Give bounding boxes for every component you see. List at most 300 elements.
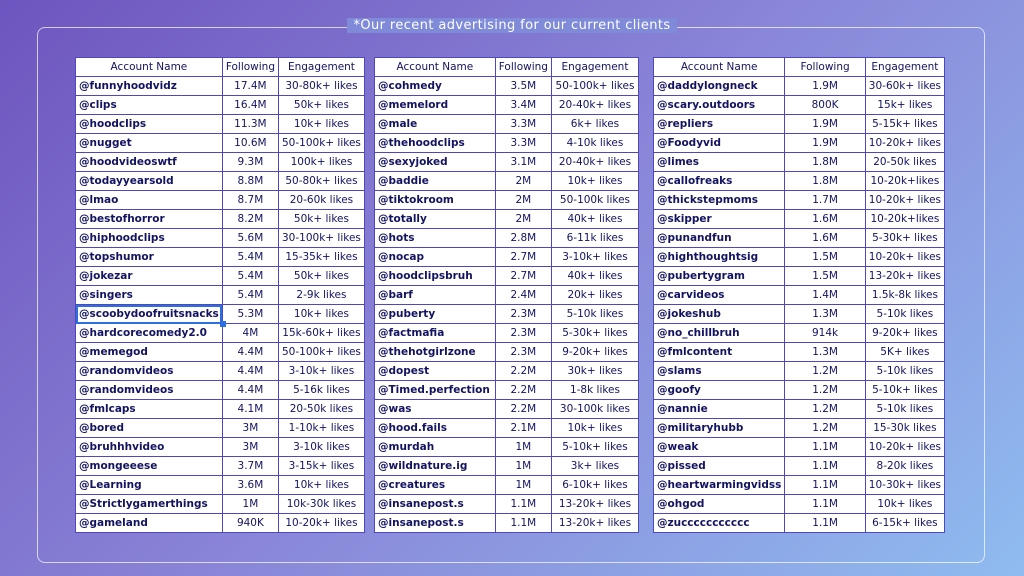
engagement-cell[interactable]: 20-40k+ likes xyxy=(551,153,638,172)
engagement-cell[interactable]: 10-20k+ likes xyxy=(865,248,944,267)
accounts-table-3 xyxy=(653,57,945,533)
following-cell[interactable]: 3.4M xyxy=(495,96,551,115)
account-name-cell[interactable]: @Foodyvid xyxy=(654,134,785,153)
account-name-cell[interactable]: @thehotgirlzone xyxy=(375,343,496,362)
account-name-cell[interactable]: @goofy xyxy=(654,381,785,400)
table-row xyxy=(76,229,365,248)
engagement-cell[interactable]: 50k+ likes xyxy=(279,210,365,229)
account-name-cell[interactable]: @repliers xyxy=(654,115,785,134)
engagement-cell[interactable]: 20-40k+ likes xyxy=(551,96,638,115)
account-name-cell[interactable]: @skipper xyxy=(654,210,785,229)
following-cell[interactable]: 1M xyxy=(495,438,551,457)
engagement-cell[interactable]: 50k+ likes xyxy=(279,267,365,286)
account-name-cell[interactable]: @barf xyxy=(375,286,496,305)
following-cell[interactable]: 4.4M xyxy=(222,381,278,400)
table-row xyxy=(654,419,945,438)
following-cell[interactable]: 2M xyxy=(495,172,551,191)
engagement-cell[interactable]: 10k-30k likes xyxy=(279,495,365,514)
engagement-cell[interactable]: 3-10k+ likes xyxy=(551,248,638,267)
account-name-cell[interactable]: @bestofhorror xyxy=(76,210,223,229)
account-name-cell[interactable]: @weak xyxy=(654,438,785,457)
engagement-cell[interactable]: 2-9k likes xyxy=(279,286,365,305)
account-name-cell[interactable]: @hoodclips xyxy=(76,115,223,134)
following-cell[interactable]: 1.1M xyxy=(785,457,865,476)
following-cell[interactable]: 1.2M xyxy=(785,362,865,381)
account-name-cell[interactable]: @totally xyxy=(375,210,496,229)
account-name-cell[interactable]: @thehoodclips xyxy=(375,134,496,153)
engagement-cell[interactable]: 40k+ likes xyxy=(551,210,638,229)
following-cell[interactable]: 1M xyxy=(495,476,551,495)
engagement-cell[interactable]: 3-10k likes xyxy=(279,438,365,457)
engagement-cell[interactable]: 13-20k+ likes xyxy=(865,267,944,286)
account-name-cell[interactable]: @jokeshub xyxy=(654,305,785,324)
following-cell[interactable]: 2.7M xyxy=(495,267,551,286)
following-cell[interactable]: 3.7M xyxy=(222,457,278,476)
account-name-cell[interactable]: @Learning xyxy=(76,476,223,495)
following-cell[interactable]: 1M xyxy=(222,495,278,514)
engagement-cell[interactable]: 5-30k+ likes xyxy=(865,229,944,248)
following-cell[interactable]: 3.3M xyxy=(495,134,551,153)
account-name-cell[interactable]: @jokezar xyxy=(76,267,223,286)
following-cell[interactable]: 4.1M xyxy=(222,400,278,419)
table-row xyxy=(76,191,365,210)
following-cell[interactable]: 2.2M xyxy=(495,362,551,381)
table-row xyxy=(654,286,945,305)
following-cell[interactable]: 3.5M xyxy=(495,77,551,96)
account-name-cell[interactable]: @factmafia xyxy=(375,324,496,343)
engagement-cell[interactable]: 10k+ likes xyxy=(865,495,944,514)
account-name-cell[interactable]: @gameland xyxy=(76,514,223,533)
table-row xyxy=(76,400,365,419)
table-row xyxy=(375,96,639,115)
following-cell[interactable]: 1.1M xyxy=(785,514,865,533)
table-row xyxy=(654,476,945,495)
following-cell[interactable]: 16.4M xyxy=(222,96,278,115)
engagement-cell[interactable]: 5-10k likes xyxy=(865,362,944,381)
table-row xyxy=(375,229,639,248)
following-cell[interactable]: 940K xyxy=(222,514,278,533)
account-name-cell[interactable]: @fmlcaps xyxy=(76,400,223,419)
engagement-cell[interactable]: 10-20k+ likes xyxy=(865,134,944,153)
table-row xyxy=(654,362,945,381)
table-row xyxy=(375,419,639,438)
account-name-cell[interactable]: @daddylongneck xyxy=(654,77,785,96)
following-cell[interactable]: 1.1M xyxy=(495,495,551,514)
following-cell[interactable]: 1.3M xyxy=(785,343,865,362)
account-name-cell[interactable]: @hots xyxy=(375,229,496,248)
following-cell[interactable]: 8.7M xyxy=(222,191,278,210)
account-name-cell[interactable]: @randomvideos xyxy=(76,362,223,381)
engagement-cell[interactable]: 5K+ likes xyxy=(865,343,944,362)
account-name-cell[interactable]: @topshumor xyxy=(76,248,223,267)
engagement-cell[interactable]: 10k+ likes xyxy=(279,305,365,324)
following-cell[interactable]: 1.8M xyxy=(785,172,865,191)
table-row xyxy=(375,191,639,210)
engagement-cell[interactable]: 10k+ likes xyxy=(551,419,638,438)
following-cell[interactable]: 914k xyxy=(785,324,865,343)
engagement-cell[interactable]: 50-100k+ likes xyxy=(279,134,365,153)
account-name-cell[interactable]: @scary.outdoors xyxy=(654,96,785,115)
engagement-cell[interactable]: 15k+ likes xyxy=(865,96,944,115)
engagement-cell[interactable]: 20k+ likes xyxy=(551,286,638,305)
table-row xyxy=(654,343,945,362)
account-name-cell[interactable]: @carvideos xyxy=(654,286,785,305)
table-row xyxy=(654,115,945,134)
following-cell[interactable]: 1.2M xyxy=(785,381,865,400)
engagement-cell[interactable]: 1.5k-8k likes xyxy=(865,286,944,305)
account-name-cell[interactable]: @fmlcontent xyxy=(654,343,785,362)
following-cell[interactable]: 2.8M xyxy=(495,229,551,248)
account-name-cell[interactable]: @memelord xyxy=(375,96,496,115)
table-row xyxy=(76,476,365,495)
table-row xyxy=(76,172,365,191)
following-cell[interactable]: 1.5M xyxy=(785,267,865,286)
following-cell[interactable]: 11.3M xyxy=(222,115,278,134)
following-cell[interactable]: 800K xyxy=(785,96,865,115)
table-row xyxy=(76,438,365,457)
engagement-cell[interactable]: 8-20k likes xyxy=(865,457,944,476)
following-cell[interactable]: 1.6M xyxy=(785,229,865,248)
engagement-cell[interactable]: 3-10k+ likes xyxy=(279,362,365,381)
engagement-cell[interactable]: 30-100k+ likes xyxy=(279,229,365,248)
table-row xyxy=(375,476,639,495)
table-row xyxy=(76,248,365,267)
table-row xyxy=(654,77,945,96)
following-cell[interactable]: 5.3M xyxy=(222,305,278,324)
engagement-cell[interactable]: 5-10k likes xyxy=(865,305,944,324)
header-engagement: Engagement xyxy=(279,58,365,77)
table-row xyxy=(76,419,365,438)
engagement-cell[interactable]: 15k-60k+ likes xyxy=(279,324,365,343)
engagement-cell[interactable]: 10k+ likes xyxy=(551,172,638,191)
table-row xyxy=(76,495,365,514)
account-name-cell[interactable]: @highthoughtsig xyxy=(654,248,785,267)
table-row xyxy=(375,343,639,362)
engagement-cell[interactable]: 3k+ likes xyxy=(551,457,638,476)
engagement-cell[interactable]: 20-50k likes xyxy=(865,153,944,172)
engagement-cell[interactable]: 15-35k+ likes xyxy=(279,248,365,267)
account-name-cell[interactable]: @was xyxy=(375,400,496,419)
account-name-cell[interactable]: @insanepost.s xyxy=(375,514,496,533)
account-name-cell[interactable]: @wildnature.ig xyxy=(375,457,496,476)
table-row xyxy=(76,115,365,134)
account-name-cell[interactable]: @militaryhubb xyxy=(654,419,785,438)
following-cell[interactable]: 2.2M xyxy=(495,381,551,400)
engagement-cell[interactable]: 6-11k likes xyxy=(551,229,638,248)
engagement-cell[interactable]: 30k+ likes xyxy=(551,362,638,381)
engagement-cell[interactable]: 3-15k+ likes xyxy=(279,457,365,476)
header-account-name: Account Name xyxy=(654,58,785,77)
table-row xyxy=(375,324,639,343)
accounts-table-2 xyxy=(374,57,639,533)
table-row xyxy=(654,96,945,115)
page-caption: *Our recent advertising for our current clients xyxy=(0,18,1024,33)
engagement-cell[interactable]: 10-20k+ likes xyxy=(279,514,365,533)
engagement-cell[interactable]: 10-20k+ likes xyxy=(865,191,944,210)
table-row xyxy=(375,362,639,381)
account-name-cell[interactable]: @singers xyxy=(76,286,223,305)
following-cell[interactable]: 2M xyxy=(495,210,551,229)
engagement-cell[interactable]: 5-30k+ likes xyxy=(551,324,638,343)
account-name-cell[interactable]: @limes xyxy=(654,153,785,172)
following-cell[interactable]: 1.5M xyxy=(785,248,865,267)
account-name-cell[interactable]: @scoobydoofruitsnacks xyxy=(76,305,223,324)
engagement-cell[interactable]: 6-15k+ likes xyxy=(865,514,944,533)
account-name-cell[interactable]: @insanepost.s xyxy=(375,495,496,514)
header-engagement: Engagement xyxy=(865,58,944,77)
account-name-cell[interactable]: @pissed xyxy=(654,457,785,476)
table-row xyxy=(375,381,639,400)
engagement-cell[interactable]: 30-60k+ likes xyxy=(865,77,944,96)
engagement-cell[interactable]: 1-8k likes xyxy=(551,381,638,400)
account-name-cell[interactable]: @puberty xyxy=(375,305,496,324)
table-row xyxy=(375,457,639,476)
account-name-cell[interactable]: @randomvideos xyxy=(76,381,223,400)
following-cell[interactable]: 1.2M xyxy=(785,400,865,419)
account-name-cell[interactable]: @callofreaks xyxy=(654,172,785,191)
following-cell[interactable]: 17.4M xyxy=(222,77,278,96)
table-row xyxy=(76,381,365,400)
header-following: Following xyxy=(222,58,278,77)
following-cell[interactable]: 1.7M xyxy=(785,191,865,210)
engagement-cell[interactable]: 15-30k likes xyxy=(865,419,944,438)
table-row xyxy=(76,153,365,172)
table-row xyxy=(76,343,365,362)
account-name-cell[interactable]: @clips xyxy=(76,96,223,115)
header-account-name: Account Name xyxy=(375,58,496,77)
account-name-cell[interactable]: @todayyearsold xyxy=(76,172,223,191)
table-row xyxy=(654,305,945,324)
table-row xyxy=(76,267,365,286)
following-cell[interactable]: 2M xyxy=(495,191,551,210)
table-row xyxy=(654,153,945,172)
table-row xyxy=(654,514,945,533)
following-cell[interactable]: 2.1M xyxy=(495,419,551,438)
engagement-cell[interactable]: 20-60k likes xyxy=(279,191,365,210)
following-cell[interactable]: 4.4M xyxy=(222,362,278,381)
table-row xyxy=(654,191,945,210)
engagement-cell[interactable]: 13-20k+ likes xyxy=(551,514,638,533)
table-row xyxy=(654,457,945,476)
engagement-cell[interactable]: 6-10k+ likes xyxy=(551,476,638,495)
account-name-cell[interactable]: @Strictlygamerthings xyxy=(76,495,223,514)
table-row xyxy=(375,267,639,286)
table-row xyxy=(76,514,365,533)
table-row xyxy=(654,267,945,286)
accounts-table-1 xyxy=(75,57,365,533)
table-row xyxy=(375,495,639,514)
table-row xyxy=(375,172,639,191)
table-row xyxy=(654,400,945,419)
engagement-cell[interactable]: 10-20k+likes xyxy=(865,210,944,229)
following-cell[interactable]: 1.1M xyxy=(785,495,865,514)
engagement-cell[interactable]: 13-20k+ likes xyxy=(551,495,638,514)
engagement-cell[interactable]: 20-50k likes xyxy=(279,400,365,419)
account-name-cell[interactable]: @cohmedy xyxy=(375,77,496,96)
table-row xyxy=(76,96,365,115)
following-cell[interactable]: 1.3M xyxy=(785,305,865,324)
engagement-cell[interactable]: 5-10k likes xyxy=(551,305,638,324)
account-name-cell[interactable]: @hoodvideoswtf xyxy=(76,153,223,172)
engagement-cell[interactable]: 30-80k+ likes xyxy=(279,77,365,96)
engagement-cell[interactable]: 10-20k+ likes xyxy=(865,438,944,457)
following-cell[interactable]: 2.4M xyxy=(495,286,551,305)
engagement-cell[interactable]: 40k+ likes xyxy=(551,267,638,286)
engagement-cell[interactable]: 9-20k+ likes xyxy=(865,324,944,343)
following-cell[interactable]: 1.9M xyxy=(785,115,865,134)
account-name-cell[interactable]: @pubertygram xyxy=(654,267,785,286)
account-name-cell[interactable]: @no_chillbruh xyxy=(654,324,785,343)
following-cell[interactable]: 3M xyxy=(222,419,278,438)
following-cell[interactable]: 1.4M xyxy=(785,286,865,305)
table-row xyxy=(76,457,365,476)
account-name-cell[interactable]: @zuccccccccccc xyxy=(654,514,785,533)
account-name-cell[interactable]: @Timed.perfection xyxy=(375,381,496,400)
account-name-cell[interactable]: @slams xyxy=(654,362,785,381)
table-row xyxy=(654,248,945,267)
account-name-cell[interactable]: @tiktokroom xyxy=(375,191,496,210)
following-cell[interactable]: 4M xyxy=(222,324,278,343)
engagement-cell[interactable]: 10-20k+likes xyxy=(865,172,944,191)
table-row xyxy=(375,514,639,533)
following-cell[interactable]: 8.8M xyxy=(222,172,278,191)
table-row xyxy=(375,438,639,457)
engagement-cell[interactable]: 100k+ likes xyxy=(279,153,365,172)
engagement-cell[interactable]: 50-80k+ likes xyxy=(279,172,365,191)
table-row xyxy=(375,115,639,134)
following-cell[interactable]: 3.6M xyxy=(222,476,278,495)
account-name-cell[interactable]: @sexyjoked xyxy=(375,153,496,172)
engagement-cell[interactable]: 50-100k+ likes xyxy=(551,77,638,96)
engagement-cell[interactable]: 10k+ likes xyxy=(279,476,365,495)
account-name-cell[interactable]: @nugget xyxy=(76,134,223,153)
following-cell[interactable]: 2.7M xyxy=(495,248,551,267)
account-name-cell[interactable]: @murdah xyxy=(375,438,496,457)
following-cell[interactable]: 1.8M xyxy=(785,153,865,172)
table-row xyxy=(76,134,365,153)
table-row xyxy=(375,286,639,305)
following-cell[interactable]: 3.1M xyxy=(495,153,551,172)
engagement-cell[interactable]: 5-15k+ likes xyxy=(865,115,944,134)
account-name-cell[interactable]: @funnyhoodvidz xyxy=(76,77,223,96)
table-row xyxy=(654,172,945,191)
following-cell[interactable]: 5.6M xyxy=(222,229,278,248)
following-cell[interactable]: 2.3M xyxy=(495,343,551,362)
engagement-cell[interactable]: 5-16k likes xyxy=(279,381,365,400)
account-name-cell[interactable]: @bruhhhvideo xyxy=(76,438,223,457)
engagement-cell[interactable]: 1-10k+ likes xyxy=(279,419,365,438)
following-cell[interactable]: 1.1M xyxy=(495,514,551,533)
following-cell[interactable]: 1.6M xyxy=(785,210,865,229)
engagement-cell[interactable]: 50-100k+ likes xyxy=(279,343,365,362)
account-name-cell[interactable]: @memegod xyxy=(76,343,223,362)
table-row xyxy=(654,495,945,514)
account-name-cell[interactable]: @mongeeese xyxy=(76,457,223,476)
following-cell[interactable]: 2.2M xyxy=(495,400,551,419)
engagement-cell[interactable]: 5-10k+ likes xyxy=(551,438,638,457)
table-row xyxy=(375,248,639,267)
account-name-cell[interactable]: @male xyxy=(375,115,496,134)
following-cell[interactable]: 2.3M xyxy=(495,324,551,343)
table-row xyxy=(76,210,365,229)
engagement-cell[interactable]: 10-30k+ likes xyxy=(865,476,944,495)
account-name-cell[interactable]: @creatures xyxy=(375,476,496,495)
account-name-cell[interactable]: @lmao xyxy=(76,191,223,210)
table-row xyxy=(654,381,945,400)
table-row xyxy=(76,305,365,324)
account-name-cell[interactable]: @punandfun xyxy=(654,229,785,248)
table-row xyxy=(375,77,639,96)
engagement-cell[interactable]: 10k+ likes xyxy=(279,115,365,134)
account-name-cell[interactable]: @hood.fails xyxy=(375,419,496,438)
account-name-cell[interactable]: @thickstepmoms xyxy=(654,191,785,210)
engagement-cell[interactable]: 50-100k likes xyxy=(551,191,638,210)
header-following: Following xyxy=(785,58,865,77)
header-following: Following xyxy=(495,58,551,77)
following-cell[interactable]: 1.2M xyxy=(785,419,865,438)
account-name-cell[interactable]: @nannie xyxy=(654,400,785,419)
following-cell[interactable]: 8.2M xyxy=(222,210,278,229)
table-row xyxy=(654,210,945,229)
account-name-cell[interactable]: @nocap xyxy=(375,248,496,267)
table-row xyxy=(375,153,639,172)
table-row xyxy=(76,286,365,305)
table-row xyxy=(76,362,365,381)
account-name-cell[interactable]: @baddie xyxy=(375,172,496,191)
following-cell[interactable]: 10.6M xyxy=(222,134,278,153)
account-name-cell[interactable]: @hardcorecomedy2.0 xyxy=(76,324,223,343)
following-cell[interactable]: 1.9M xyxy=(785,77,865,96)
engagement-cell[interactable]: 5-10k likes xyxy=(865,400,944,419)
engagement-cell[interactable]: 50k+ likes xyxy=(279,96,365,115)
table-row xyxy=(654,438,945,457)
table-row xyxy=(654,229,945,248)
account-name-cell[interactable]: @hiphoodclips xyxy=(76,229,223,248)
following-cell[interactable]: 1.1M xyxy=(785,438,865,457)
engagement-cell[interactable]: 4-10k likes xyxy=(551,134,638,153)
table-row xyxy=(375,134,639,153)
table-row xyxy=(375,210,639,229)
table-row xyxy=(654,134,945,153)
header-account-name: Account Name xyxy=(76,58,223,77)
engagement-cell[interactable]: 9-20k+ likes xyxy=(551,343,638,362)
engagement-cell[interactable]: 6k+ likes xyxy=(551,115,638,134)
following-cell[interactable]: 9.3M xyxy=(222,153,278,172)
following-cell[interactable]: 1.1M xyxy=(785,476,865,495)
following-cell[interactable]: 3M xyxy=(222,438,278,457)
header-engagement: Engagement xyxy=(551,58,638,77)
following-cell[interactable]: 2.3M xyxy=(495,305,551,324)
table-row xyxy=(375,305,639,324)
account-name-cell[interactable]: @hoodclipsbruh xyxy=(375,267,496,286)
account-name-cell[interactable]: @heartwarmingvidss xyxy=(654,476,785,495)
following-cell[interactable]: 5.4M xyxy=(222,286,278,305)
table-row xyxy=(375,400,639,419)
account-name-cell[interactable]: @bored xyxy=(76,419,223,438)
engagement-cell[interactable]: 5-10k+ likes xyxy=(865,381,944,400)
table-row xyxy=(654,324,945,343)
account-name-cell[interactable]: @dopest xyxy=(375,362,496,381)
following-cell[interactable]: 1M xyxy=(495,457,551,476)
following-cell[interactable]: 5.4M xyxy=(222,248,278,267)
following-cell[interactable]: 4.4M xyxy=(222,343,278,362)
following-cell[interactable]: 5.4M xyxy=(222,267,278,286)
following-cell[interactable]: 1.9M xyxy=(785,134,865,153)
following-cell[interactable]: 3.3M xyxy=(495,115,551,134)
engagement-cell[interactable]: 30-100k likes xyxy=(551,400,638,419)
table-row xyxy=(76,77,365,96)
account-name-cell[interactable]: @ohgod xyxy=(654,495,785,514)
